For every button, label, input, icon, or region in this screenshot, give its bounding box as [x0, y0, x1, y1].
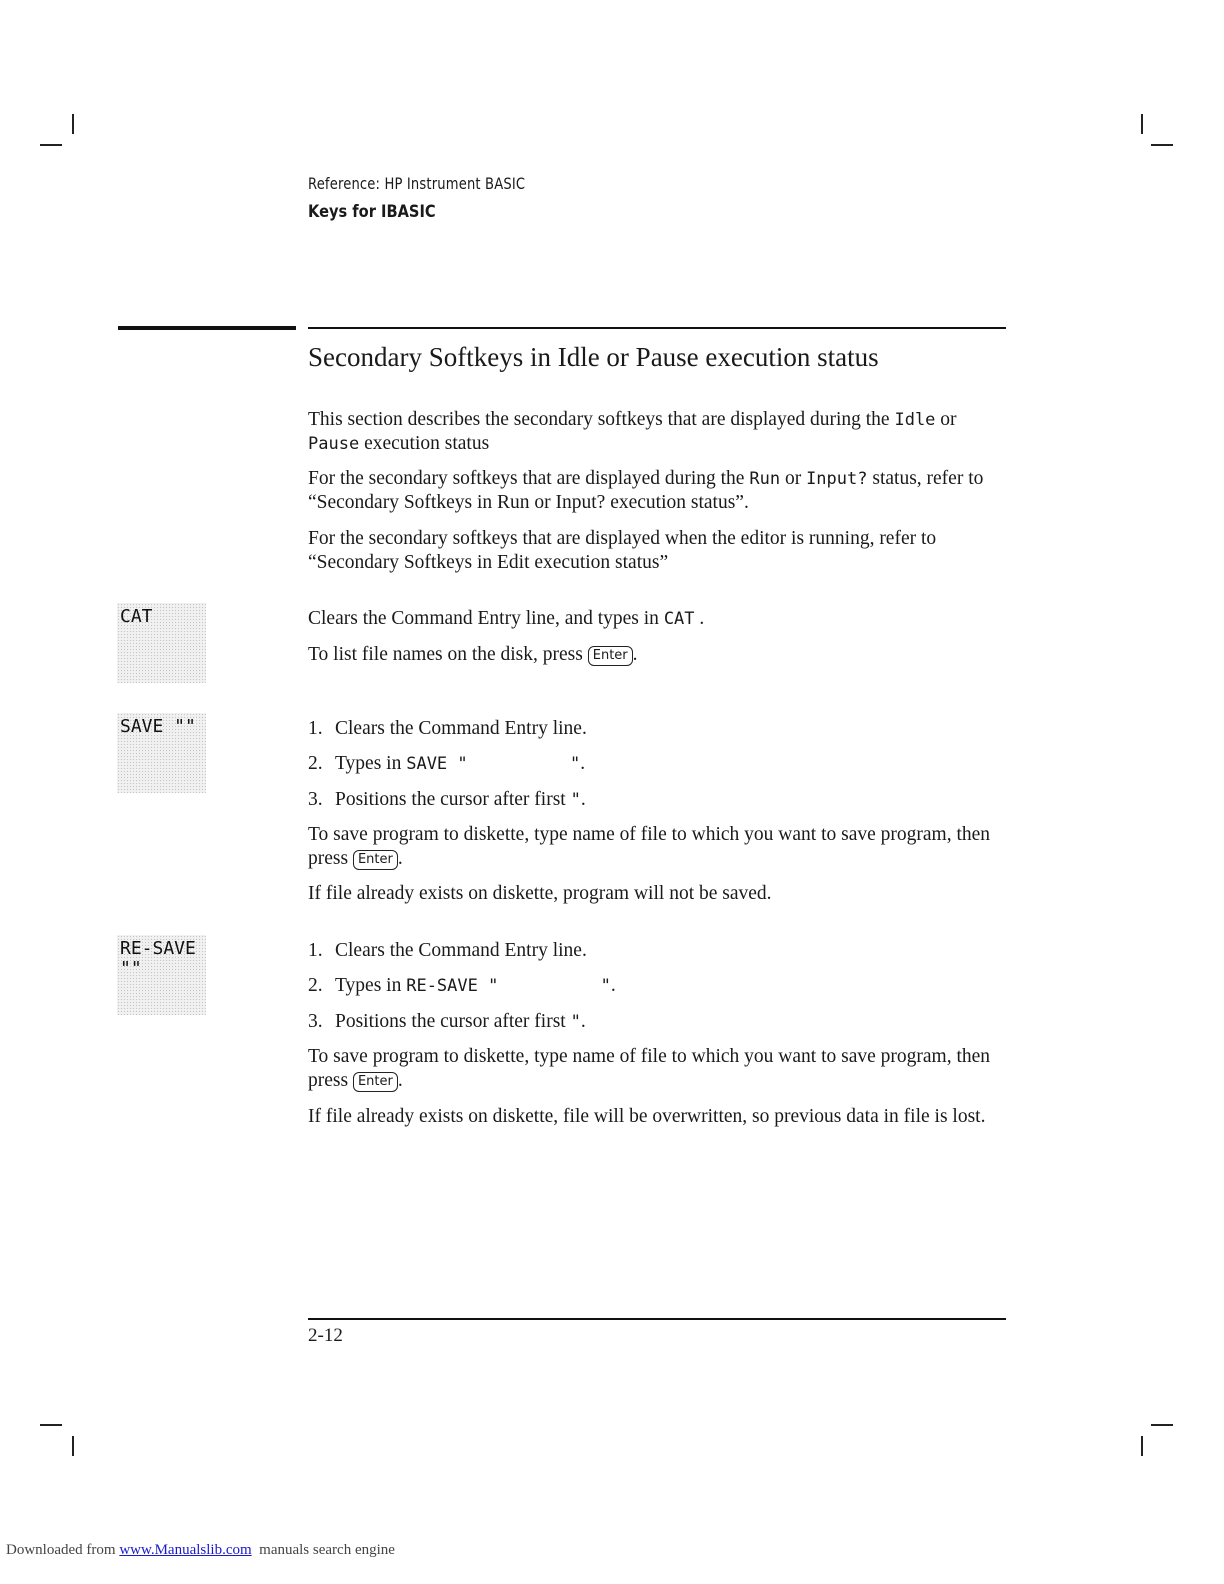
cat-instruction: To list file names on the disk, press Enter . [308, 644, 638, 665]
crop-mark [40, 1424, 62, 1426]
intro-paragraph: This section describes the secondary softkeys that are displayed during the Idle or Pause execution status [308, 409, 957, 454]
save-note: If file already exists on diskette, program will not be saved. [308, 883, 772, 904]
code-resave: RE-SAVE " " [406, 976, 611, 996]
crop-mark [1141, 1436, 1143, 1456]
page-number: 2-12 [308, 1325, 343, 1346]
resave-note: If file already exists on diskette, file will be overwritten, so previous data in file is lost. [308, 1106, 986, 1127]
running-header-reference: Reference: HP Instrument BASIC [308, 174, 526, 193]
crop-mark [72, 114, 74, 134]
code-cat: CAT [663, 609, 695, 629]
save-step-3: 3. Positions the cursor after first ". [308, 789, 586, 810]
section-rule [308, 327, 1006, 329]
softkey-cat[interactable]: CAT [117, 603, 206, 683]
cat-description: Clears the Command Entry line, and types in CAT . [308, 608, 705, 629]
save-step-1: 1. Clears the Command Entry line. [308, 718, 587, 739]
code-input: Input? [806, 469, 868, 489]
crop-mark [40, 144, 62, 146]
crop-mark [1141, 114, 1143, 134]
enter-key: Enter [353, 850, 398, 870]
crop-mark [1151, 144, 1173, 146]
intro-paragraph: For the secondary softkeys that are displayed when the editor is running, refer to “Secondary Softkeys in Edit execution status” [308, 528, 937, 573]
softkey-resave[interactable]: RE-SAVE "" [117, 935, 206, 1015]
page-title: Secondary Softkeys in Idle or Pause execution status [308, 342, 879, 372]
resave-step-1: 1. Clears the Command Entry line. [308, 940, 587, 961]
intro-paragraph: For the secondary softkeys that are displayed during the Run or Input? status, refer to “Secondary Softkeys in Run or Input? execution status”. [308, 468, 984, 513]
code-pause: Pause [308, 434, 360, 454]
running-header-section: Keys for IBASIC [308, 202, 436, 222]
code-idle: Idle [894, 410, 936, 430]
code-run: Run [749, 469, 781, 489]
softkey-save[interactable]: SAVE "" [117, 713, 206, 793]
crop-mark [1151, 1424, 1173, 1426]
resave-step-3: 3. Positions the cursor after first ". [308, 1011, 586, 1032]
save-paragraph: To save program to diskette, type name of file to which you want to save program, then press Enter . [308, 824, 991, 869]
resave-step-2: 2. Types in RE-SAVE " ". [308, 975, 616, 996]
code-save: SAVE " " [406, 754, 581, 774]
save-step-2: 2. Types in SAVE " ". [308, 753, 586, 774]
crop-mark [72, 1436, 74, 1456]
section-rule-thick [118, 326, 296, 330]
download-footer: Downloaded from www.Manualslib.com manuals search engine [6, 1542, 395, 1558]
enter-key: Enter [588, 646, 633, 666]
footer-rule [308, 1318, 1006, 1320]
resave-paragraph: To save program to diskette, type name of file to which you want to save program, then press Enter . [308, 1046, 991, 1091]
enter-key: Enter [353, 1072, 398, 1092]
manualslib-link[interactable]: www.Manualslib.com [119, 1542, 252, 1558]
